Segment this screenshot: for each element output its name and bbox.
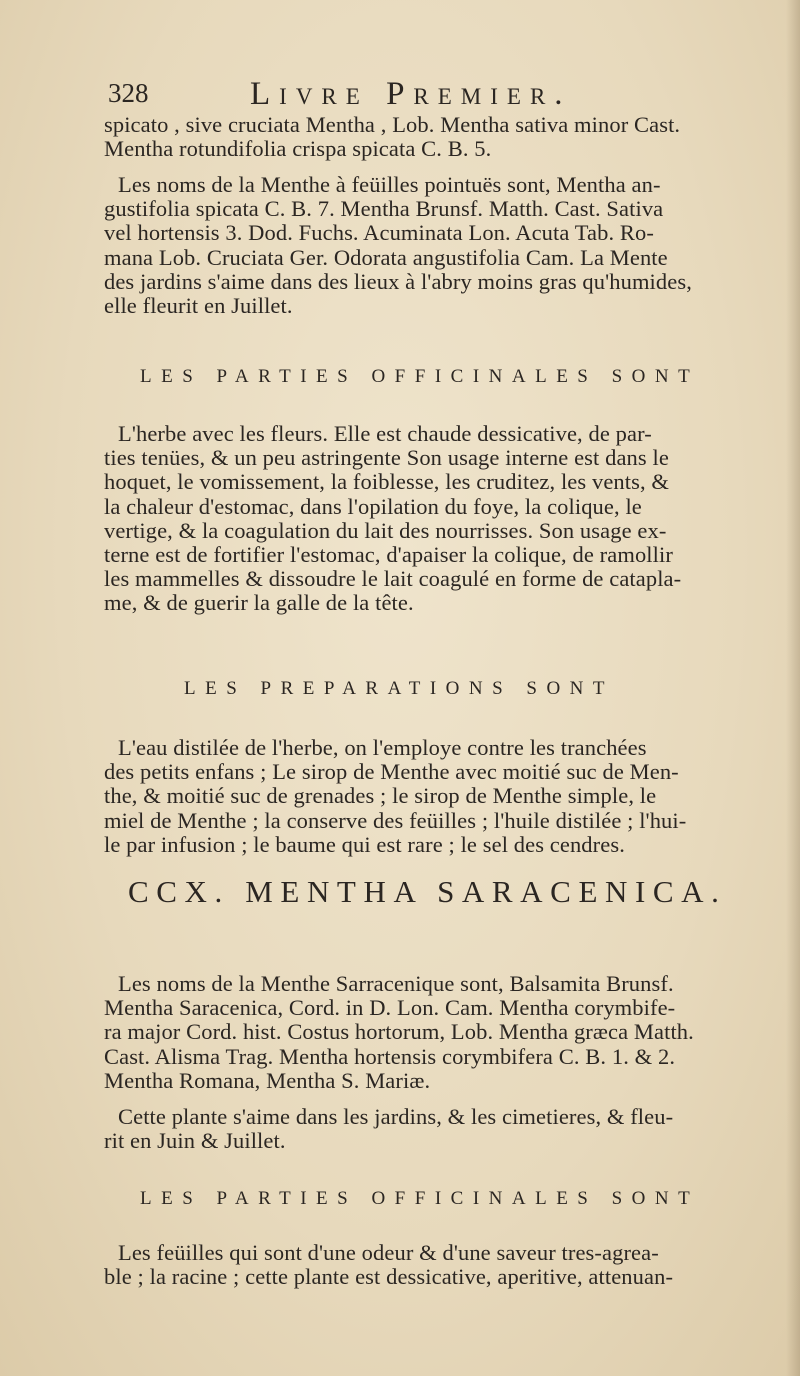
text-line: L'herbe avec les fleurs. Elle est chaude dessicative, de par-	[118, 421, 652, 446]
text-line: spicato , sive cruciata Mentha , Lob. Mentha sativa minor Cast.	[104, 112, 681, 137]
text-line: hoquet, le vomissement, la foiblesse, les cruditez, les vents, &	[104, 469, 670, 495]
text-line: le par infusion ; le baume qui est rare ; le sel des cendres.	[104, 831, 625, 857]
text-line: gustifolia spicata C. B. 7. Mentha Brunsf. Matth. Cast. Sativa	[104, 196, 664, 222]
text-line: mana Lob. Cruciata Ger. Odorata angustifolia Cam. La Mente	[104, 244, 668, 270]
names-paragraph-saracenica	[104, 972, 764, 1093]
text-line: les mammelles & dissoudre le lait coagulé en forme de catapla-	[104, 566, 682, 592]
section-heading: LES PARTIES OFFICINALES SONT	[140, 1188, 700, 1209]
running-head	[104, 76, 764, 112]
text-line: Les feüilles qui sont d'une odeur & d'une saveur tres-agrea-	[118, 1240, 659, 1265]
text-line: miel de Menthe ; la conserve des feüilles ; l'huile distilée ; l'hui-	[104, 807, 687, 833]
text-line: L'eau distilée de l'herbe, on l'employe contre les tranchées	[118, 735, 647, 760]
text-line: me, & de guerir la galle de la tête.	[104, 590, 414, 616]
text-line: Cette plante s'aime dans les jardins, & les cimetieres, & fleu-	[118, 1104, 674, 1129]
text-line: Mentha Romana, Mentha S. Mariæ.	[104, 1067, 431, 1093]
chapter-heading: CCX. MENTHA SARACENICA.	[128, 874, 727, 909]
text-line: terne est de fortifier l'estomac, d'apaiser la colique, de ramollir	[104, 542, 673, 568]
text-line: ble ; la racine ; cette plante est dessicative, aperitive, attenuan-	[104, 1264, 674, 1290]
running-title: Livre Premier.	[250, 76, 572, 112]
synonym-paragraph-continued	[104, 113, 764, 161]
section-heading: LES PREPARATIONS SONT	[184, 678, 615, 699]
text-line: des petits enfans ; Le sirop de Menthe avec moitié suc de Men-	[104, 759, 679, 785]
names-paragraph	[104, 173, 764, 318]
text-line: Mentha rotundifolia crispa spicata C. B. 5.	[104, 136, 492, 162]
section-heading: LES PARTIES OFFICINALES SONT	[140, 366, 700, 387]
page-number: 328	[108, 78, 149, 108]
text-line: Les noms de la Menthe à feüilles pointuës sont, Mentha an-	[118, 172, 661, 197]
habitat-paragraph	[104, 1105, 764, 1153]
text-line: ra major Cord. hist. Costus hortorum, Lob. Mentha græca Matth.	[104, 1019, 694, 1045]
text-line: vertige, & la coagulation du lait des nourrisses. Son usage ex-	[104, 517, 667, 543]
text-line: Mentha Saracenica, Cord. in D. Lon. Cam. Mentha corymbife-	[104, 995, 676, 1021]
text-line: Les noms de la Menthe Sarracenique sont, Balsamita Brunsf.	[118, 971, 674, 996]
text-line: la chaleur d'estomac, dans l'opilation du foye, la colique, le	[104, 493, 642, 519]
preparations-paragraph	[104, 736, 764, 857]
text-line: elle fleurit en Juillet.	[104, 293, 293, 319]
leaves-paragraph	[104, 1241, 764, 1289]
text-line: vel hortensis 3. Dod. Fuchs. Acuminata Lon. Acuta Tab. Ro-	[104, 220, 654, 246]
text-line: ties tenües, & un peu astringente Son usage interne est dans le	[104, 445, 669, 471]
page-edge-shadow	[786, 0, 800, 1376]
properties-paragraph	[104, 422, 764, 616]
text-line: des jardins s'aime dans des lieux à l'abry moins gras qu'humides,	[104, 268, 692, 294]
text-line: rit en Juin & Juillet.	[104, 1128, 286, 1154]
text-line: the, & moitié suc de grenades ; le sirop de Menthe simple, le	[104, 783, 657, 809]
text-line: Cast. Alisma Trag. Mentha hortensis corymbifera C. B. 1. & 2.	[104, 1043, 676, 1069]
